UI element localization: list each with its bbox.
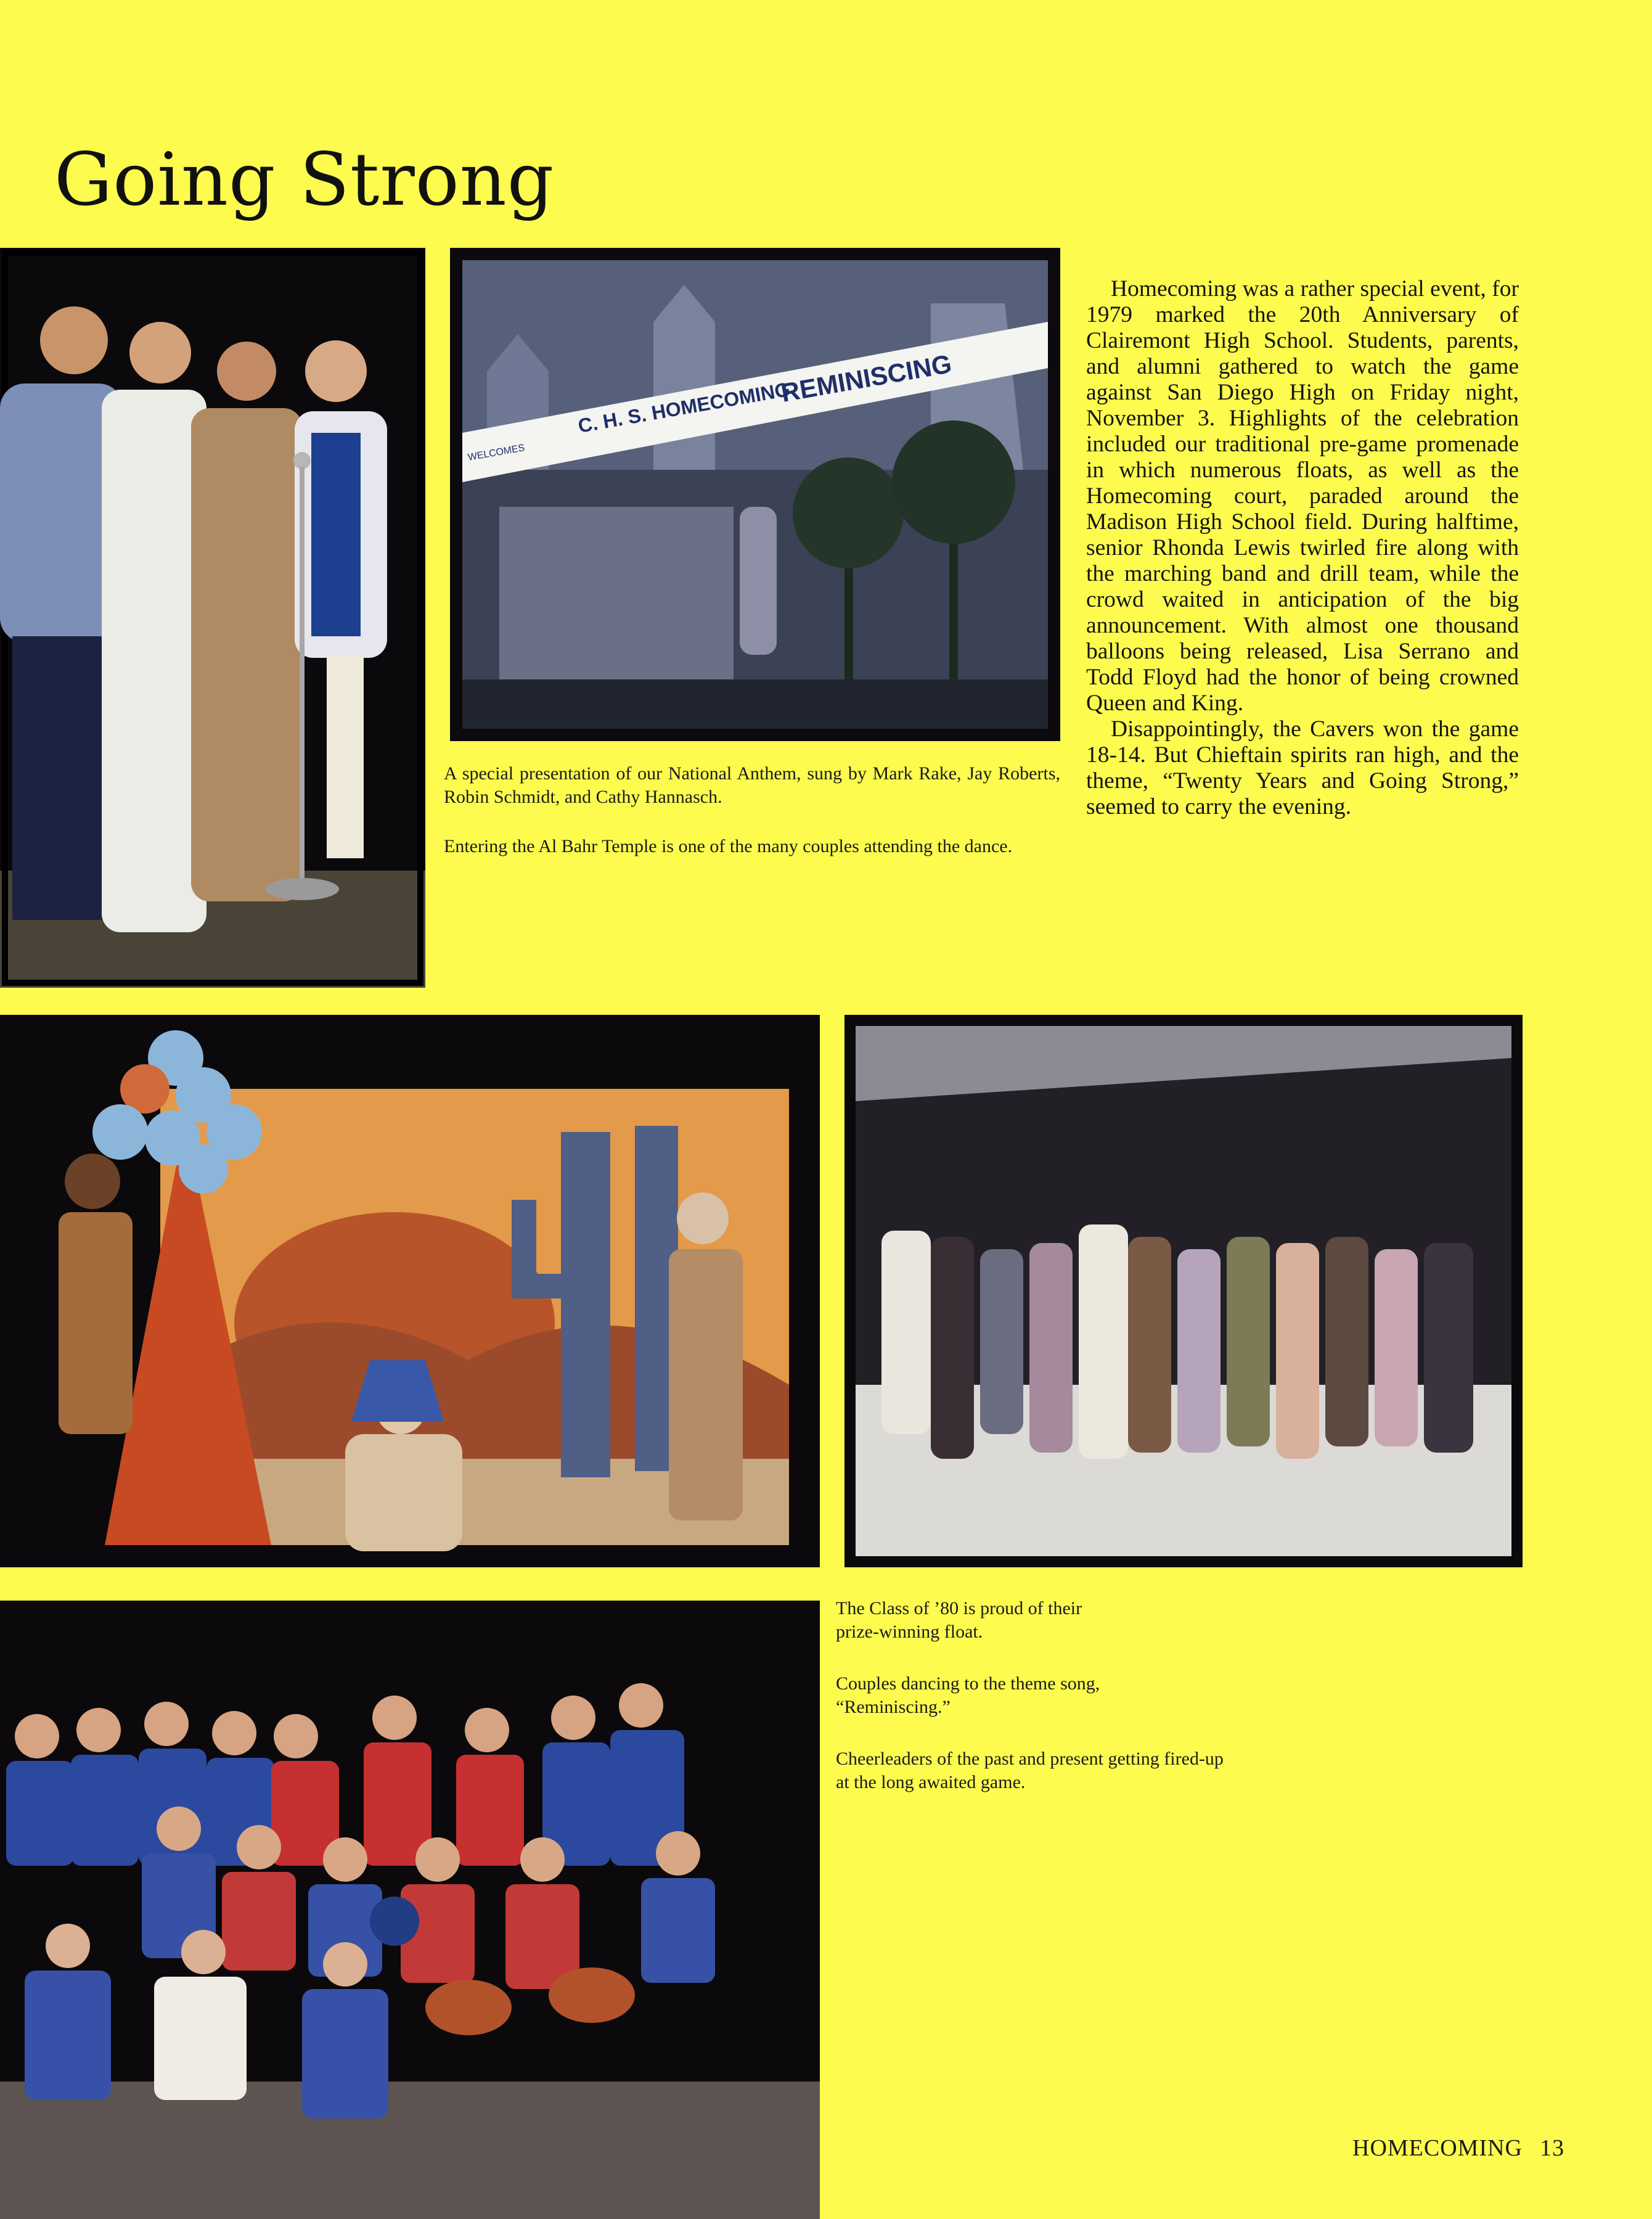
photo-couples-dancing bbox=[844, 1015, 1523, 1567]
photo-class-float bbox=[0, 1015, 820, 1567]
photo-anthem-singers bbox=[0, 248, 425, 988]
page-title: Going Strong bbox=[54, 137, 555, 222]
caption-dancing: Couples dancing to the theme song, “Reminiscing.” bbox=[836, 1673, 1100, 1717]
caption-temple: Entering the Al Bahr Temple is one of the many couples attending the dance. bbox=[444, 836, 1013, 856]
caption-cheer: Cheerleaders of the past and present getting fired-up at the long awaited game. bbox=[836, 1749, 1224, 1792]
page-folio bbox=[1352, 2135, 1564, 2162]
homecoming-story bbox=[1086, 276, 1519, 820]
caption-anthem: A special presentation of our National Anthem, sung by Mark Rake, Jay Roberts, Robin Schmidt, and Cathy Hannasch. bbox=[444, 763, 1060, 807]
caption-float: The Class of ’80 is proud of their prize-winning float. bbox=[836, 1598, 1082, 1642]
banner-homecoming-text: C. H. S. HOMECOMING bbox=[576, 377, 792, 437]
photo-temple-entrance bbox=[450, 248, 1060, 741]
story-paragraph: Homecoming was a rather special event, for 1979 marked the 20th Anniversary of Clairemont High School. Students, parents, and alumni gathered to watch the game against San Diego High on Friday night, November 3. Highlights of the celebration included our traditional pre-game promenade in which numerous floats, as well as the Homecoming court, paraded around the Madison High School field. During halftime, senior Rhonda Lewis twirled fire along with the marching band and drill team, while the crowd waited in anticipation of the big announcement. With almost one thousand balloons being released, Lisa Serrano and Todd Floyd had the honor of being crowned Queen and King. bbox=[1086, 276, 1519, 716]
story-paragraph: Disappointingly, the Cavers won the game 18-14. But Chieftain spirits ran high, and the theme, “Twenty Years and Going Strong,” seemed to carry the evening. bbox=[1086, 716, 1519, 819]
page-number: 13 bbox=[1540, 2135, 1564, 2161]
banner-reminiscing-text: REMINISCING bbox=[779, 348, 954, 408]
photo-cheerleaders bbox=[0, 1601, 820, 2219]
banner-welcome-text: WELCOMES bbox=[467, 442, 526, 463]
section-name: HOMECOMING bbox=[1352, 2135, 1523, 2161]
